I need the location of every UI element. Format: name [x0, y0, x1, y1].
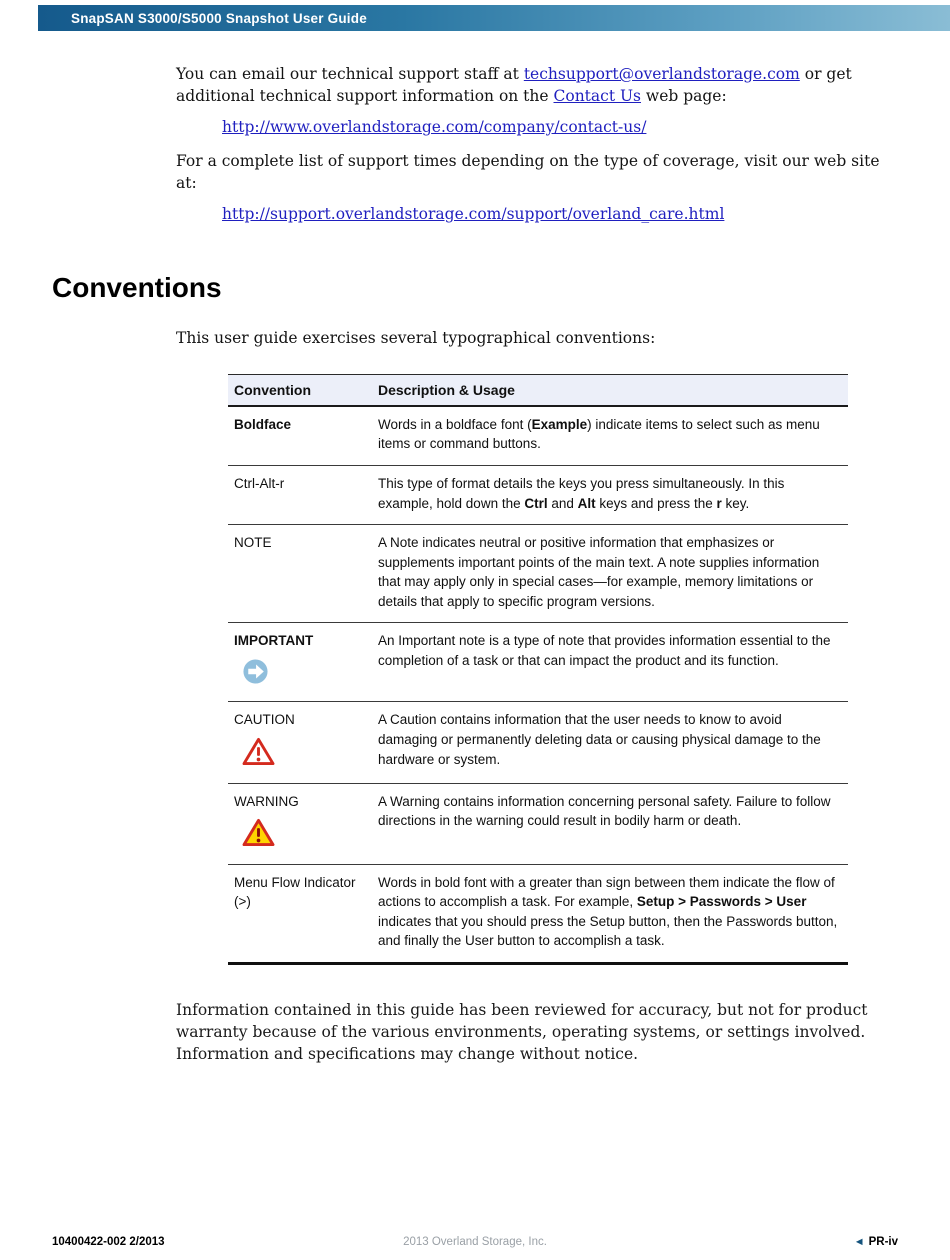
convention-cell	[228, 864, 372, 963]
table-row	[228, 406, 848, 466]
header-row	[228, 374, 848, 406]
contact-url-link[interactable]: http://www.overlandstorage.com/company/contact-us/	[222, 118, 647, 137]
care-url-line	[222, 204, 890, 226]
page-content	[0, 64, 950, 1065]
table-row	[228, 864, 848, 963]
table-row	[228, 623, 848, 702]
section-heading-conventions: Conventions	[52, 272, 222, 304]
convention-cell	[228, 702, 372, 783]
conventions-table	[228, 374, 848, 965]
footer-copyright: 2013 Overland Storage, Inc.	[403, 1236, 547, 1248]
description-cell	[372, 783, 848, 864]
description-bold-segment: r	[716, 495, 722, 511]
table-row	[228, 525, 848, 623]
warning-triangle-icon	[242, 818, 360, 853]
description-cell	[372, 623, 848, 702]
page-header-bar	[38, 5, 950, 31]
description-cell	[372, 525, 848, 623]
description-bold-segment: Example	[531, 416, 588, 432]
description-cell	[372, 864, 848, 963]
description-bold-segment: Ctrl	[524, 495, 548, 511]
convention-label: Ctrl-Alt-r	[234, 475, 285, 491]
description-bold-segment: Setup > Passwords > User	[636, 894, 807, 910]
description-bold-segment: Alt	[577, 495, 596, 511]
contact-url-line	[222, 117, 890, 139]
support-text-post: web page:	[641, 86, 727, 105]
description-cell	[372, 702, 848, 783]
convention-cell	[228, 465, 372, 524]
convention-label: Boldface	[234, 416, 292, 432]
description-segment: indicates that you should press the Setup button, then the Passwords button, and finally the User button to accomplish a task.	[378, 913, 838, 949]
description-segment: This type of format details the keys you press simultaneously. In this example, hold down the	[378, 475, 785, 511]
table-row	[228, 465, 848, 524]
convention-cell	[228, 406, 372, 466]
convention-label: Menu Flow Indicator (>)	[234, 874, 356, 910]
document-title: SnapSAN S3000/S5000 Snapshot User Guide	[71, 10, 367, 26]
support-text-pre: You can email our technical support staff at	[176, 65, 524, 83]
description-segment: A Caution contains information that the user needs to know to avoid damaging or permanently deleting data or causing physical damage to the hardware or system.	[378, 712, 821, 767]
conventions-lead-text: This user guide exercises several typographical conventions:	[176, 329, 656, 348]
description-segment: A Note indicates neutral or positive information that emphasizes or supplements important points of the main text. A note supplies information that may apply only in special cases—for example, memory limitations or details that apply to specific program versions.	[378, 535, 820, 609]
description-segment: key.	[721, 495, 750, 511]
convention-label: IMPORTANT	[234, 633, 314, 649]
description-segment: An Important note is a type of note that provides information essential to the completion of a task or that can impact the product and its function.	[378, 633, 831, 668]
description-segment: A Warning contains information concerning personal safety. Failure to follow directions in the warning could result in bodily harm or death.	[378, 793, 831, 829]
description-cell	[372, 406, 848, 466]
table-row	[228, 702, 848, 783]
description-segment: ) indicate items to select such as menu items or command buttons.	[378, 416, 820, 452]
description-segment: Words in bold font with a greater than sign between them indicate the flow of actions to accomplish a task. For example,	[378, 874, 835, 910]
email-support-link[interactable]: techsupport@overlandstorage.com	[523, 65, 800, 83]
caution-triangle-icon	[242, 737, 360, 772]
support-paragraph	[176, 64, 890, 107]
contact-us-link[interactable]: Contact Us	[553, 86, 641, 105]
description-segment: keys and press the	[595, 495, 717, 511]
disclaimer-paragraph: Information contained in this guide has been reviewed for accuracy, but not for product warranty because of the various environments, operating systems, or settings involved. Information and specifications may change without notice.	[176, 1000, 868, 1063]
overland-care-url-link[interactable]: http://support.overlandstorage.com/support/overland_care.html	[222, 205, 725, 224]
coverage-paragraph: For a complete list of support times depending on the type of coverage, visit our web site at:	[176, 152, 880, 192]
description-segment: Words in a boldface font (	[378, 416, 532, 432]
convention-cell	[228, 623, 372, 702]
convention-label: CAUTION	[234, 712, 295, 728]
previous-page-triangle-icon[interactable]: ◄	[853, 1236, 865, 1248]
conventions-table-body	[228, 406, 848, 964]
footer-page-number	[854, 1236, 898, 1248]
column-header-description: Description & Usage	[372, 374, 848, 406]
convention-cell	[228, 783, 372, 864]
footer-page-label: PR-iv	[868, 1236, 898, 1248]
description-segment: and	[547, 495, 578, 511]
table-row	[228, 783, 848, 864]
column-header-convention: Convention	[228, 374, 372, 406]
description-cell	[372, 465, 848, 524]
conventions-table-head	[228, 374, 848, 406]
important-arrow-icon	[242, 658, 360, 691]
footer-doc-number: 10400422-002 2/2013	[52, 1236, 165, 1248]
convention-cell	[228, 525, 372, 623]
convention-label: NOTE	[234, 535, 272, 551]
convention-label: WARNING	[234, 793, 299, 809]
support-text-mid: or get additional technical support information on the	[176, 65, 852, 105]
